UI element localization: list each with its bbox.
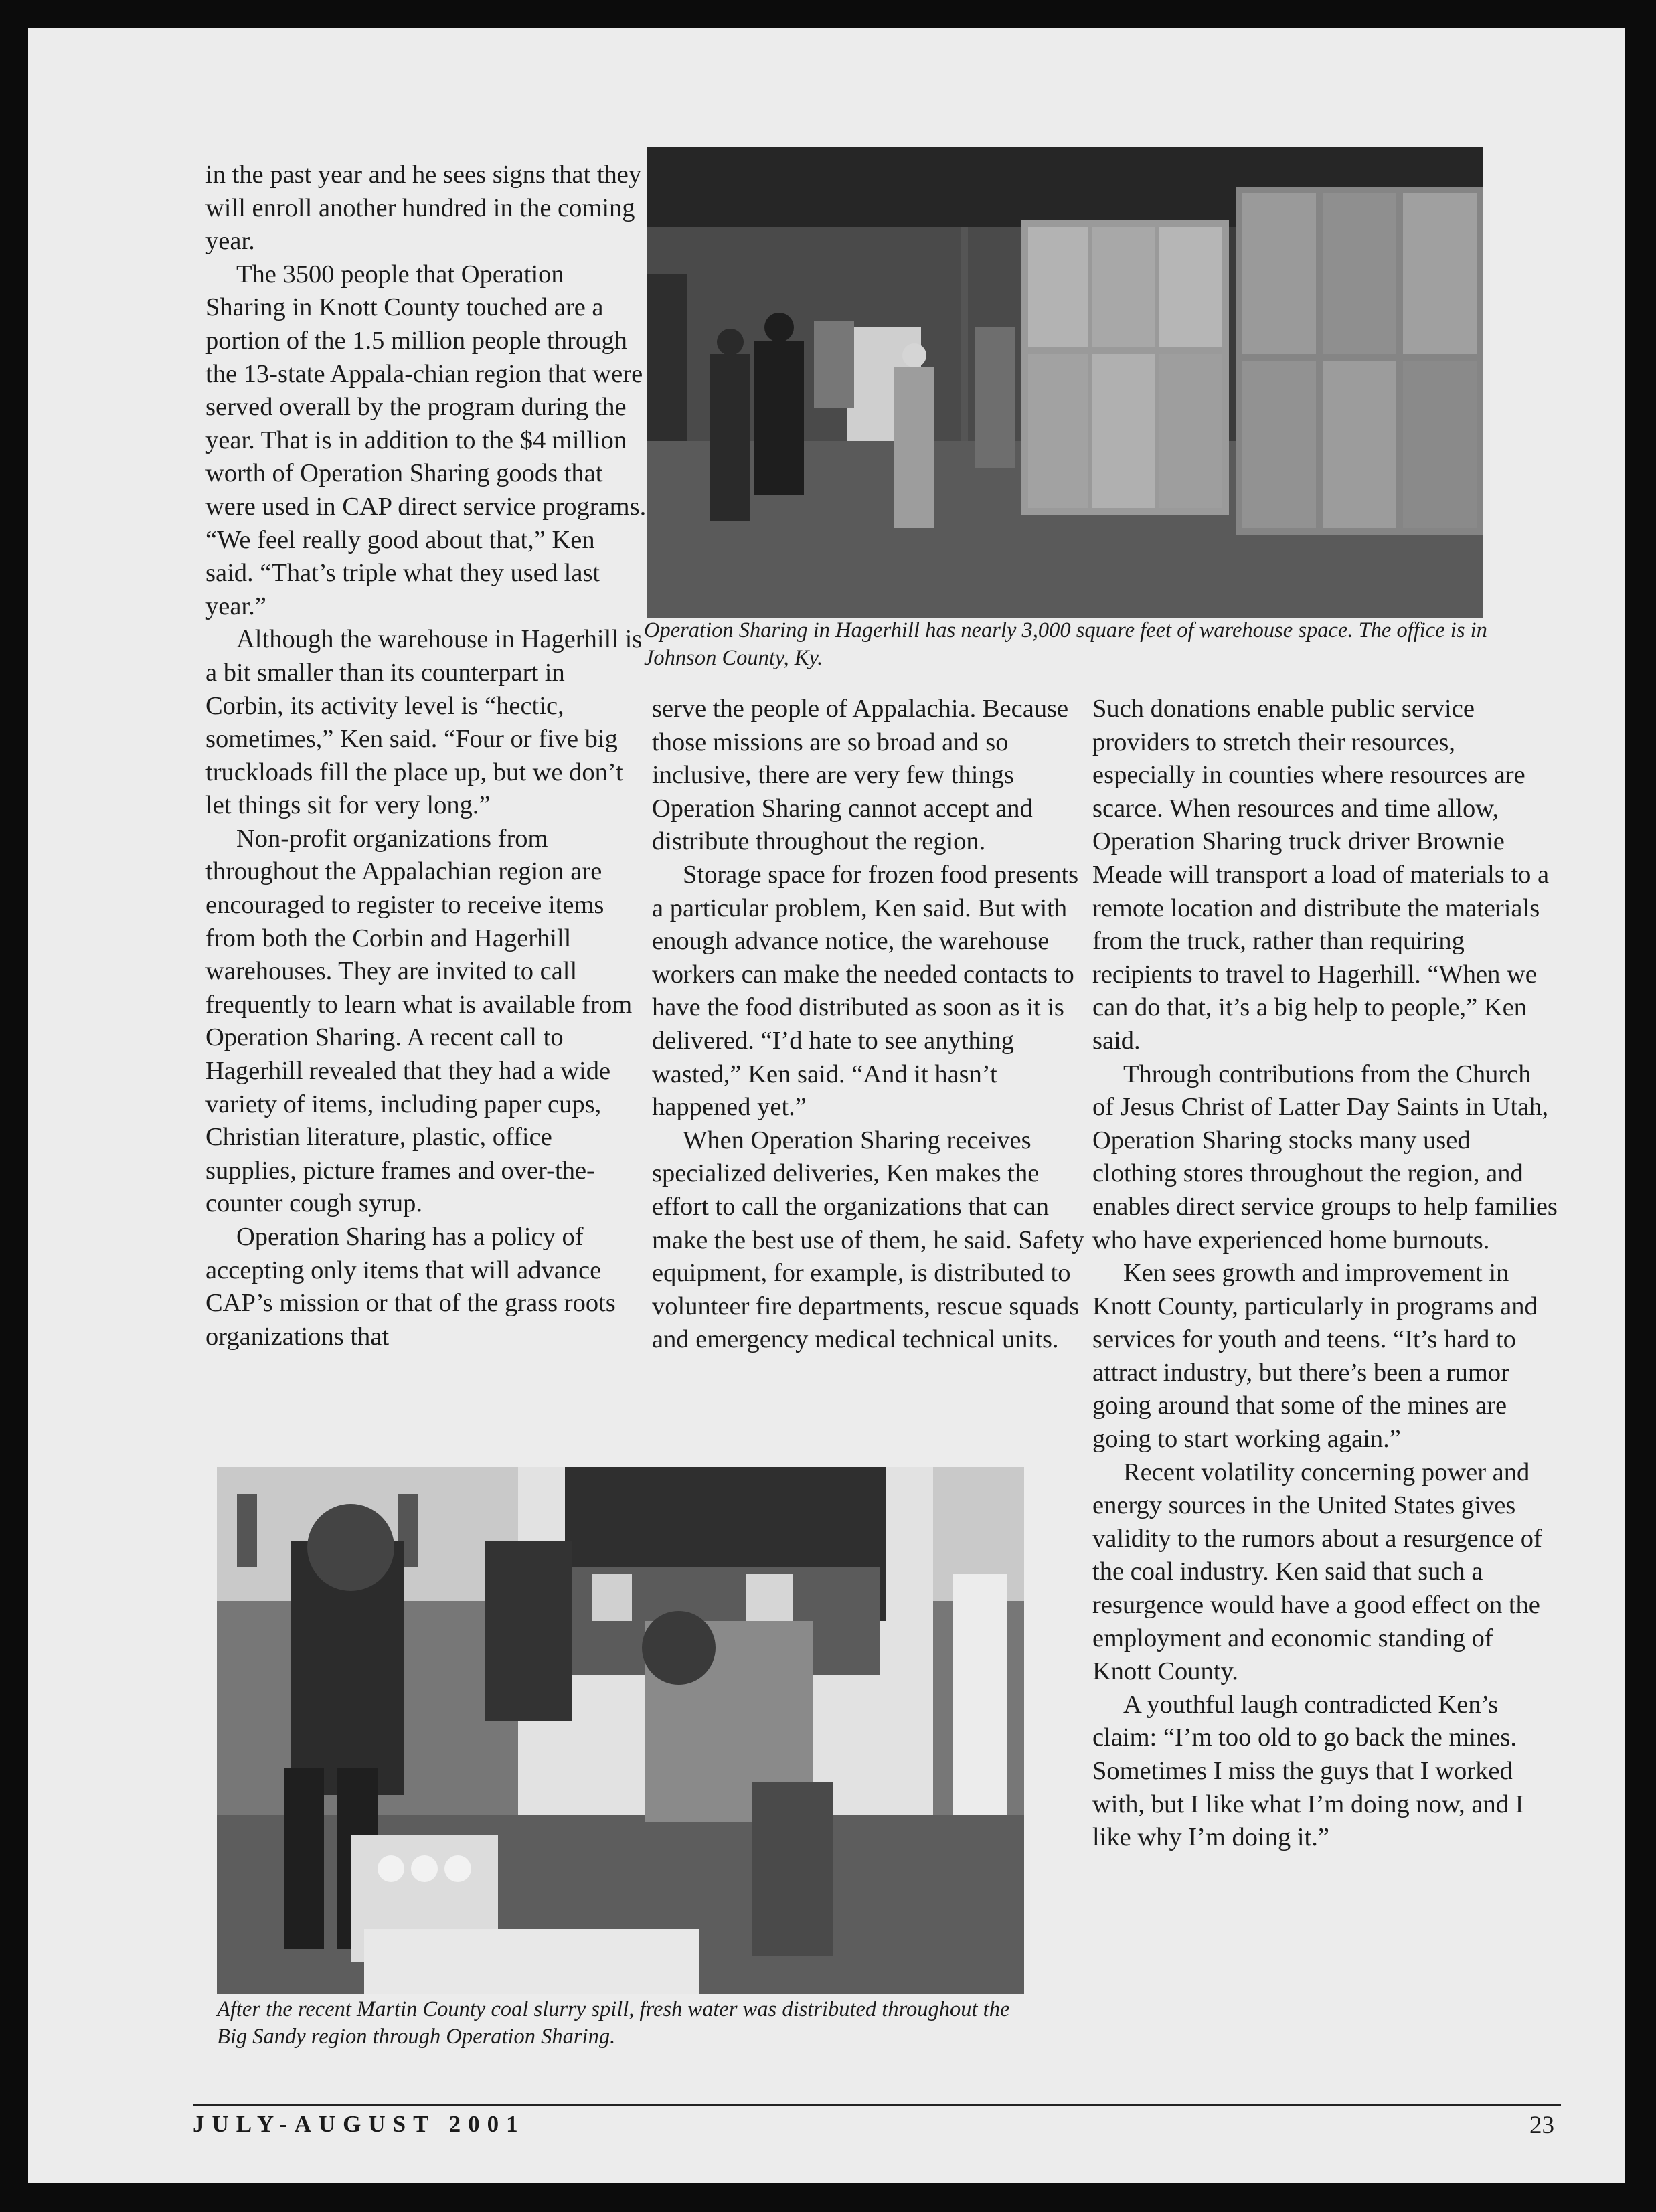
article-column-2 [652, 693, 1090, 1357]
paragraph: Storage space for frozen food presents a particular problem, Ken said. But with enough advance notice, the warehouse workers can make the needed contacts to have the food distributed as soon as it is delivered. “I’d hate to see anything wasted,” Ken said. “And it hasn’t happened yet.” [652, 860, 1079, 1122]
warehouse-photo [647, 147, 1483, 618]
article-column-1 [205, 159, 647, 1353]
warehouse-photo-caption: Operation Sharing in Hagerhill has nearly 3,000 square feet of warehouse space. The office is in Johnson County, Ky. [644, 618, 1487, 670]
paragraph: Although the warehouse in Hagerhill is a bit smaller than its counterpart in Corbin, its activity level is “hectic, sometimes,” Ken said. “Four or five big truckloads fill the place up, but we don’t let things sit for very long.” [205, 625, 643, 820]
footer-rule [193, 2104, 1561, 2106]
issue-date: JULY-AUGUST 2001 [193, 2111, 525, 2137]
paragraph: Operation Sharing has a policy of accepting only items that will advance CAP’s mission or that of the grass roots organizations that [205, 1223, 616, 1351]
paragraph: A youthful laugh contradicted Ken’s claim: “I’m too old to go back the mines. Sometimes I miss the guys that I worked with, but I like what I’m doing now, and I like why I’m doing it.” [1092, 1690, 1524, 1852]
paragraph: in the past year and he sees signs that they will enroll another hundred in the coming year. [205, 161, 642, 256]
warehouse-photo-image [647, 147, 1483, 618]
water-distribution-photo-image [217, 1467, 1024, 1994]
paragraph: Ken sees growth and improvement in Knott County, particularly in programs and services for youth and teens. “It’s hard to attract industry, but there’s been a rumor going around that some of the mines are going to start working again.” [1092, 1259, 1538, 1454]
magazine-page [28, 28, 1625, 2183]
water-photo-caption: After the recent Martin County coal slurry spill, fresh water was distributed throughout the Big Sandy region through Operation Sharing. [217, 1997, 1010, 2049]
paragraph: Such donations enable public service providers to stretch their resources, especially in counties where resources are scarce. When resources and time allow, Operation Sharing truck driver Brownie Meade will transport a load of materials to a remote location and distribute the materials from the truck, rather than requiring recipients to travel to Hagerhill. “When we can do that, it’s a big help to people,” Ken said. [1092, 695, 1550, 1055]
page-number: 23 [1529, 2112, 1554, 2139]
paragraph: Recent volatility concerning power and energy sources in the United States gives validity to the rumors about a resurgence of the coal industry. Ken said that such a resurgence would have a good effect on the employment and economic standing of Knott County. [1092, 1458, 1542, 1686]
water-distribution-photo [217, 1467, 1024, 1994]
paragraph: serve the people of Appalachia. Because those missions are so broad and so inclusive, there are very few things Operation Sharing cannot accept and distribute throughout the region. [652, 695, 1069, 856]
paragraph: Through contributions from the Church of Jesus Christ of Latter Day Saints in Utah, Operation Sharing stocks many used clothing stores throughout the region, and enables direct service groups to help families who have experienced home burnouts. [1092, 1059, 1558, 1254]
paragraph: When Operation Sharing receives specialized deliveries, Ken makes the effort to call the organizations that can make the best use of them, he said. Safety equipment, for example, is distributed to volunteer fire departments, rescue squads and emergency medical technical units. [652, 1126, 1084, 1354]
paragraph: Non-profit organizations from throughout the Appalachian region are encouraged to register to receive items from both the Corbin and Hagerhill warehouses. They are invited to call frequently to learn what is available from Operation Sharing. A recent call to Hagerhill revealed that they had a wide variety of items, including paper cups, Christian literature, plastic, office supplies, picture frames and over-the-counter cough syrup. [205, 824, 633, 1218]
article-column-3 [1092, 693, 1558, 1855]
paragraph: The 3500 people that Operation Sharing in Knott County touched are a portion of the 1.5 million people through the 13-state Appala-chian region that were served overall by the program during the year. That is in addition to the $4 million worth of Operation Sharing goods that were used in CAP direct service programs. “We feel really good about that,” Ken said. “That’s triple what they used last year.” [205, 260, 647, 620]
